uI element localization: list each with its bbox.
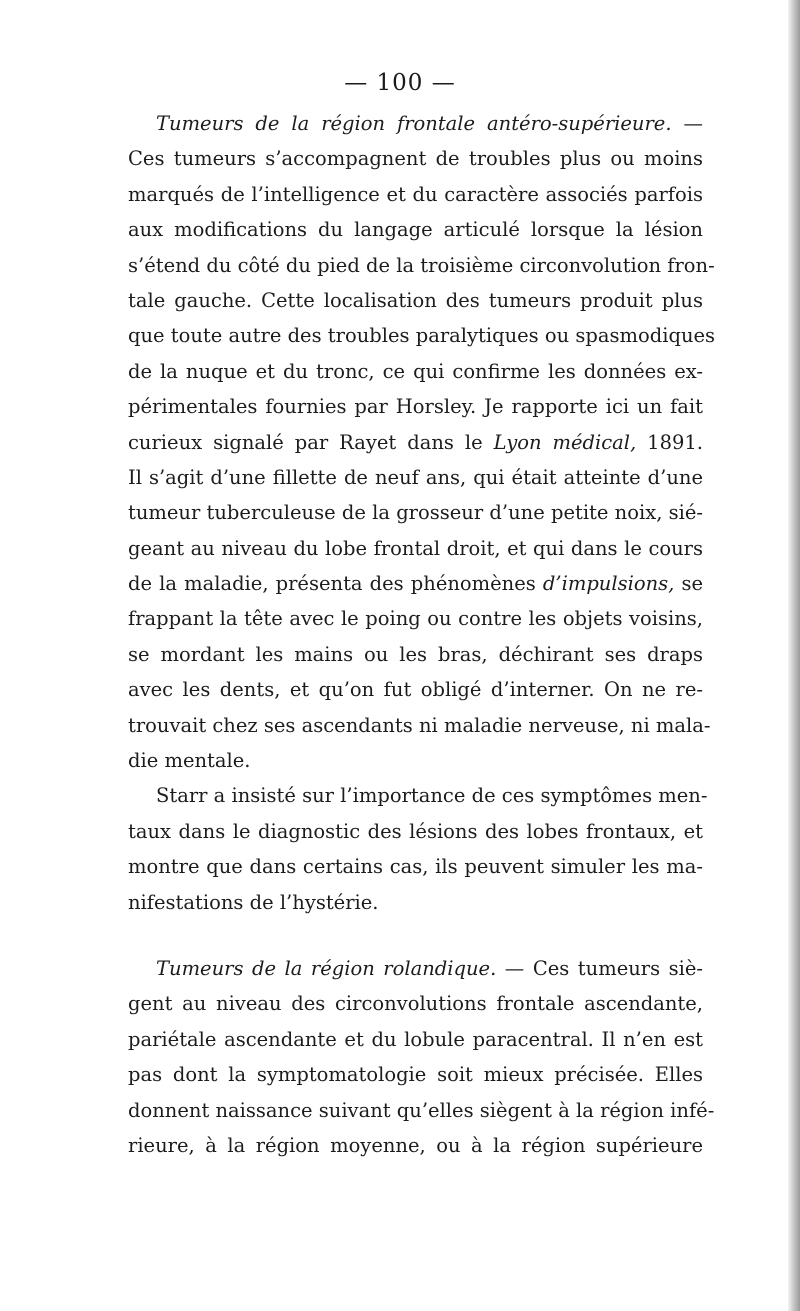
text-line: périmentales fournies par Horsley. Je rapporte ici un fait [128, 395, 703, 419]
text-line: tale gauche. Cette localisation des tumeurs produit plus [128, 288, 703, 312]
emphasis-term: d’impulsions, [542, 572, 675, 596]
section-gap [128, 920, 703, 951]
text-line: Ces tumeurs s’accompagnent de troubles plus ou moins [128, 147, 703, 171]
text-line: geant au niveau du lobe frontal droit, et qui dans le cours [128, 536, 703, 560]
text-line: Starr a insisté sur l’importance de ces symptômes men- [156, 784, 708, 808]
text-line: montre que dans certains cas, ils peuvent simuler les ma- [128, 855, 703, 879]
text-fragment: curieux signalé par Rayet dans le [128, 430, 494, 454]
text-line: pas dont la symptomatologie soit mieux précisée. Elles [128, 1063, 703, 1087]
section-title: Tumeurs de la région frontale antéro-supérieure. [156, 112, 672, 135]
text-line: aux modifications du langage articulé lorsque la lésion [128, 218, 703, 242]
page-number: — 100 — [344, 70, 456, 96]
text-line: pariétale ascendante et du lobule paracentral. Il n’en est [128, 1027, 703, 1051]
text-line: se mordant les mains ou les bras, déchirant ses draps [128, 642, 703, 666]
heading-dash: — [671, 112, 703, 135]
body-text [128, 106, 716, 1163]
text-line-with-emphasis [128, 566, 703, 601]
journal-title: Lyon médical, [493, 430, 637, 454]
text-line-with-citation [128, 425, 703, 460]
text-fragment: 1891. [636, 430, 703, 454]
text-line: marqués de l’intelligence et du caractère associés parfois [128, 182, 703, 206]
text-line: frappant la tête avec le poing ou contre les objets voisins, [128, 607, 703, 631]
text-line: rieure, à la région moyenne, ou à la région supérieure [128, 1133, 703, 1157]
text-fragment: de la maladie, présenta des phénomènes [128, 572, 543, 596]
text-fragment: se [674, 572, 703, 596]
text-line: taux dans le diagnostic des lésions des lobes frontaux, et [128, 819, 703, 843]
text-line: donnent naissance suivant qu’elles siègent à la région infé- [128, 1098, 715, 1122]
text-line: de la nuque et du tronc, ce qui confirme les données ex- [128, 359, 703, 383]
section-title: Tumeurs de la région rolandique. [156, 956, 497, 980]
text-line: avec les dents, et qu’on fut obligé d’interner. On ne re- [128, 678, 703, 702]
text-line: Il s’agit d’une fillette de neuf ans, qui était atteinte d’une [128, 465, 703, 489]
text-line: trouvait chez ses ascendants ni maladie nerveuse, ni mala- [128, 713, 711, 737]
text-fragment: — Ces tumeurs siè- [496, 956, 704, 980]
text-line: gent au niveau des circonvolutions frontale ascendante, [128, 992, 703, 1016]
text-line: die mentale. [128, 749, 251, 773]
section-heading-rolandic [128, 951, 703, 986]
text-line: que toute autre des troubles paralytiques ou spasmodiques [128, 324, 716, 348]
text-line: tumeur tuberculeuse de la grosseur d’une petite noix, sié- [128, 501, 703, 525]
section-heading-frontal [128, 106, 703, 141]
text-line: nifestations de l’hystérie. [128, 890, 379, 914]
page-edge-shadow [788, 0, 800, 1311]
text-line: s’étend du côté du pied de la troisième circonvolution fron- [128, 253, 715, 277]
